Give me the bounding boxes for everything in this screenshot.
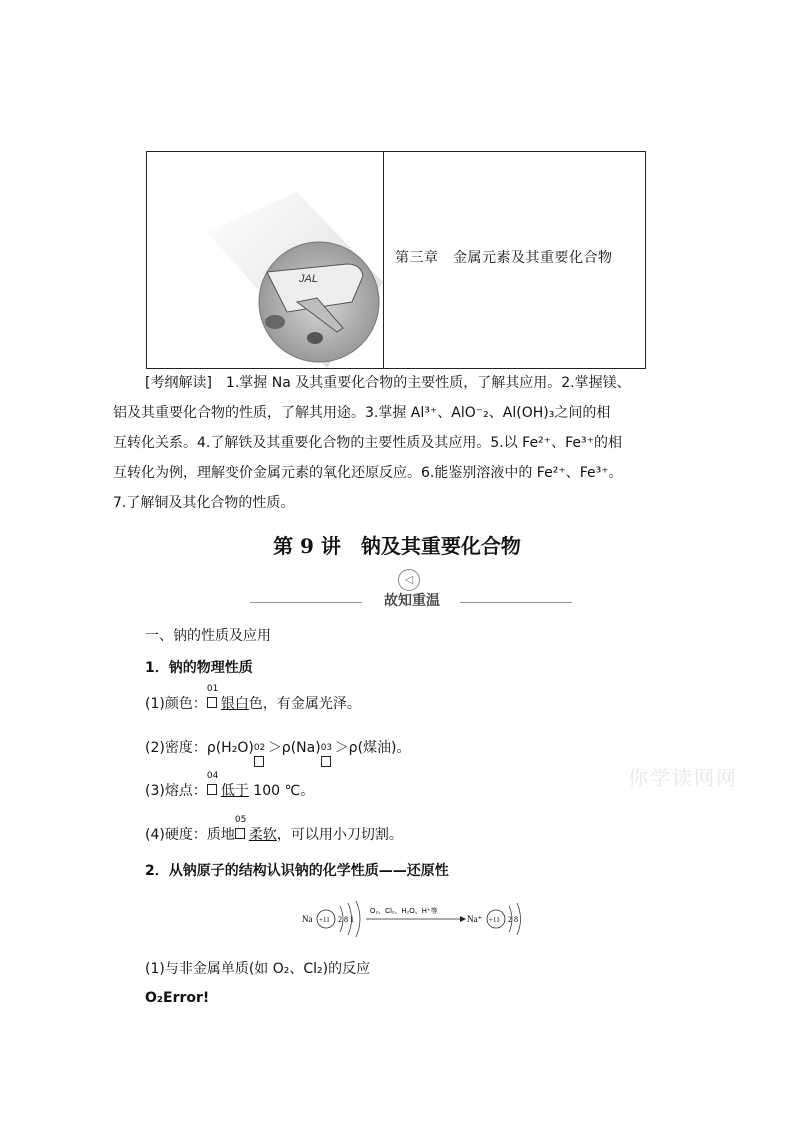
intro-line-1: [考纲解读] 1.掌握 Na 及其重要化合物的主要性质，了解其应用。2.掌握镁、 xyxy=(145,375,631,391)
intro-label: [考纲解读] xyxy=(145,375,212,391)
blank-box-icon xyxy=(235,828,245,839)
heading-chemical-properties: 2．从钠原子的结构认识钠的化学性质——还原性 xyxy=(145,863,449,879)
arrow-head-icon xyxy=(460,916,466,922)
blank-box-icon xyxy=(254,756,264,767)
o2-reaction-line: O₂Error! xyxy=(145,990,210,1006)
blank-box-icon xyxy=(207,784,217,795)
section-label: 故知重温 xyxy=(384,593,440,609)
intro-line-5: 7.了解铜及其化合物的性质。 xyxy=(113,495,295,511)
answer-blank-04[interactable]: 04 低于 xyxy=(206,771,249,799)
melting-point-line: (3)熔点： 04 低于 100 ℃。 xyxy=(145,771,315,799)
chapter-title: 第三章 金属元素及其重要化合物 xyxy=(395,250,613,266)
nucleus-right-charge: +11 xyxy=(489,916,500,924)
color-line: (1)颜色： 01 银白色，有金属光泽。 xyxy=(145,684,361,712)
nonmetal-reaction-heading: (1)与非金属单质(如 O₂、Cl₂)的反应 xyxy=(145,961,371,977)
section-rule-left xyxy=(250,602,362,603)
intro-line-4: 互转化为例，理解变价金属元素的氧化还原反应。6.能鉴别溶液中的 Fe²⁺、Fe³⁺。 xyxy=(113,465,623,481)
watermark: 你学读网网 xyxy=(628,766,738,790)
nucleus-left-charge: +11 xyxy=(319,916,330,924)
left-shells: 2 8 1 xyxy=(338,915,354,924)
syllabus-interpretation xyxy=(113,368,683,518)
airplane-illustration xyxy=(147,152,383,368)
banner-divider xyxy=(383,152,384,368)
intro-line-3: 互转化关系。4.了解铁及其重要化合物的主要性质及其应用。5.以 Fe²⁺、Fe³⁺的相 xyxy=(113,435,622,451)
answer-blank-05[interactable]: 05 柔软 xyxy=(234,815,277,843)
section-rule-right xyxy=(460,602,572,603)
section-badge-icon: ◁ xyxy=(398,569,420,591)
right-shells: 2 8 xyxy=(508,915,518,924)
na-ion-symbol: Na⁺ xyxy=(467,914,483,924)
section-header xyxy=(250,573,572,614)
na-symbol: Na xyxy=(302,914,313,924)
heading-sodium-properties: 一、钠的性质及应用 xyxy=(145,628,271,644)
lecture-title: 第 9 讲 钠及其重要化合物 xyxy=(273,534,521,558)
intro-line-2: 铝及其重要化合物的性质，了解其用途。3.掌握 Al³⁺、AlO⁻₂、Al(OH)₃之间的相 xyxy=(113,405,611,421)
airplane-logo: JAL xyxy=(299,273,318,285)
blank-box-icon xyxy=(207,697,217,708)
hardness-line: (4)硬度：质地 05 柔软，可以用小刀切割。 xyxy=(145,815,403,843)
heading-physical-properties: 1．钠的物理性质 xyxy=(145,660,253,676)
arrow-label: O₂、Cl₂、H₂O、H⁺等 xyxy=(370,908,438,915)
answer-blank-01[interactable]: 01 银白 xyxy=(206,684,249,712)
blank-box-icon xyxy=(321,756,331,767)
chapter-banner xyxy=(146,151,646,369)
density-line: (2)密度：ρ(H₂O) 02 ＞ρ(Na) 03 ＞ρ(煤油)。 xyxy=(145,737,411,757)
sodium-atom-diagram xyxy=(300,898,530,938)
